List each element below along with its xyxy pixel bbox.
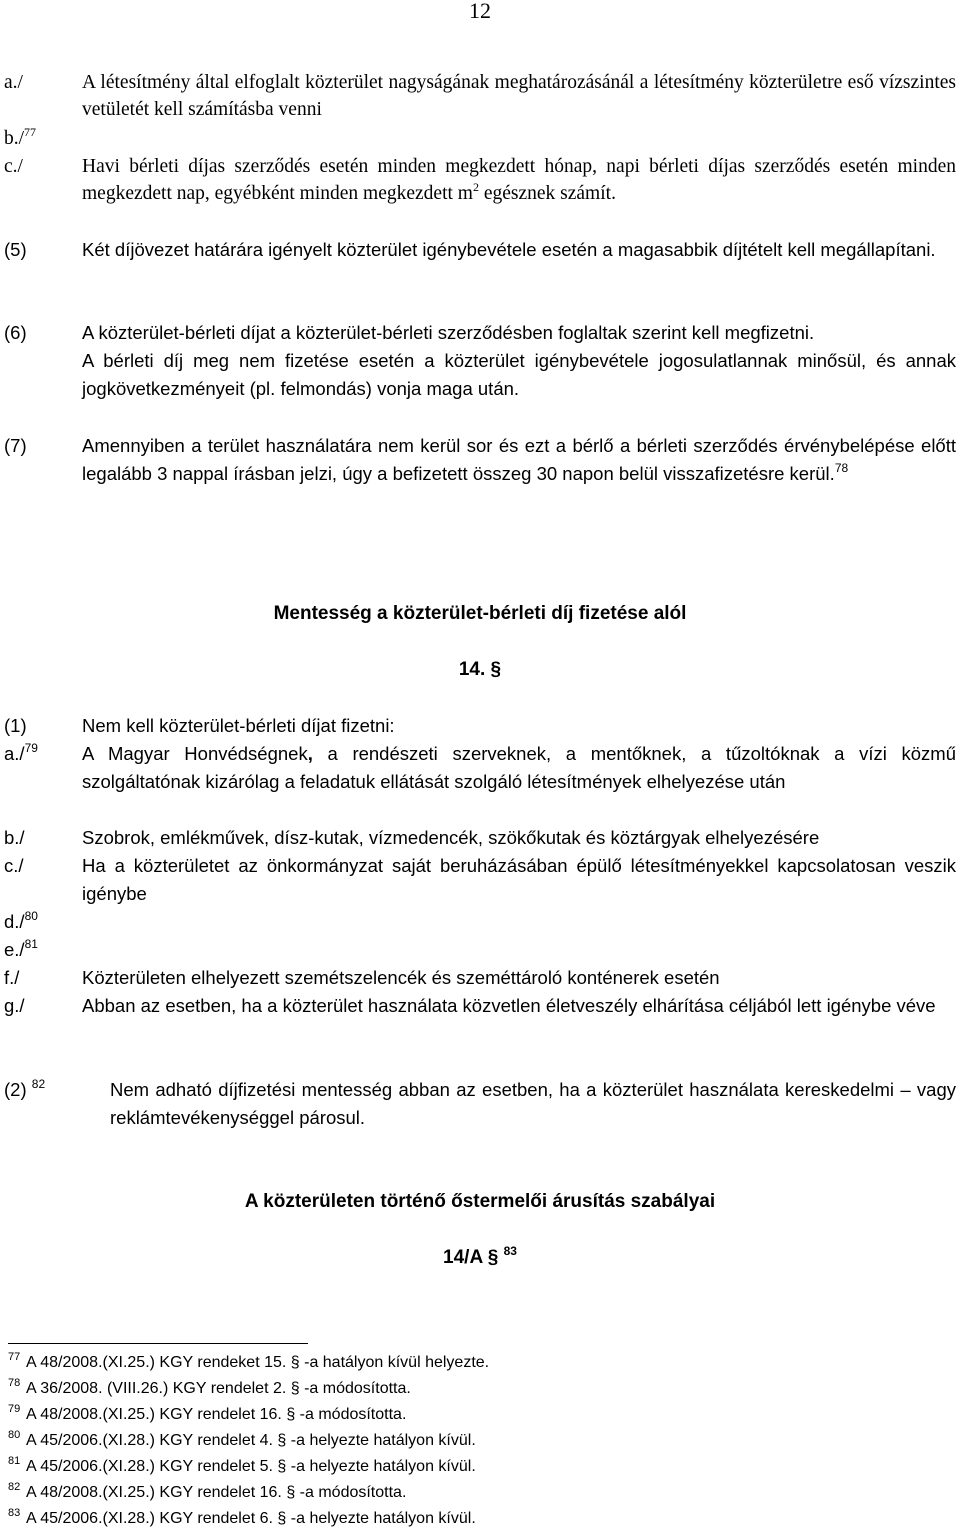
exemption-c-text: Ha a közterületet az önkormányzat saját beruházásában épülő létesítményekkel kapcsolatosan veszik igénybe: [82, 855, 956, 904]
footnote-text: A 48/2008.(XI.25.) KGY rendeket 15. § -a hatályon kívül helyezte.: [26, 1354, 490, 1371]
item-b-label: b./$^{77}$: [4, 125, 37, 149]
footnote-ref-83[interactable]: 83: [503, 1244, 517, 1258]
section-number: 14. §: [458, 659, 502, 680]
exemption-d-label: d./$^{80}$: [4, 909, 38, 932]
footnote-text: A 36/2008. (VIII.26.) KGY rendelet 2. § -a módosította.: [26, 1380, 411, 1397]
subsection-1-text: Nem kell közterület-bérleti díjat fizetni:: [82, 715, 395, 736]
para-6-line-2: A bérleti díj meg nem fizetése esetén a közterület igénybevétele jogosulatlannak minősül, és annak jogkövetkezményeit (pl. felmondás) vonja maga után.: [82, 350, 956, 399]
exemption-b-label: b./: [4, 827, 25, 848]
footnote-text: A 48/2008.(XI.25.) KGY rendelet 16. § -a módosította.: [26, 1406, 407, 1423]
section-2-number: 14/A § $^{83}$: [443, 1244, 517, 1268]
exemption-e-label: e./$^{81}$: [4, 937, 38, 960]
superscript-2: 2: [472, 180, 479, 194]
footnote-79: $^{79}$ A 48/2008.(XI.25.) KGY rendelet 16. § -a módosította.: [8, 1403, 407, 1423]
para-5-text: Két díjövezet határára igényelt közterület igénybevétele esetén a magasabbik díjtételt kell megállapítani.: [82, 239, 936, 260]
footnote-83: $^{83}$ A 45/2006.(XI.28.) KGY rendelet 6. § -a helyezte hatályon kívül.: [8, 1507, 476, 1527]
exemption-b-text: Szobrok, emlékművek, dísz-kutak, vízmedencék, szökőkutak és köztárgyak elhelyezésére: [82, 827, 820, 848]
footnote-77: $^{77}$ A 48/2008.(XI.25.) KGY rendeket 15. § -a hatályon kívül helyezte.: [8, 1351, 490, 1371]
exemption-f-text: Közterületen elhelyezett szemétszelencék és szeméttároló konténerek esetén: [82, 967, 720, 988]
subsection-2-text: Nem adható díjfizetési mentesség abban az esetben, ha a közterület használata kereskedelmi – vagy reklámtevékenységgel párosul.: [110, 1079, 956, 1128]
footnote-82: $^{82}$ A 48/2008.(XI.25.) KGY rendelet 16. § -a módosította.: [8, 1481, 407, 1501]
para-7-text: Amennyiben a terület használatára nem kerül sor és ezt a bérlő a bérleti szerződés érvénybelépése előtt legalább 3 nappal írásban jelzi, úgy a befizetett összeg 30 napon belül visszafizetésre kerül.$^{78}$: [82, 435, 956, 484]
footnote-ref-81[interactable]: 81: [24, 937, 38, 951]
footnote-ref-80[interactable]: 80: [24, 909, 38, 923]
item-c-text: Havi bérleti díjas szerződés esetén minden megkezdett hónap, napi bérleti díjas szerződés esetén minden megkezdett nap, egyébként minden megkezdett $m^2$ egésznek számít.: [82, 156, 956, 204]
footnote-separator: [8, 1343, 308, 1344]
footnote-text: A 48/2008.(XI.25.) KGY rendelet 16. § -a módosította.: [26, 1484, 407, 1501]
section-2-title: A közterületen történő őstermelői árusítás szabályai: [244, 1191, 716, 1212]
item-c-label: c./: [4, 156, 23, 177]
exemption-a-text: A Magyar Honvédségnek, a rendészeti szerveknek, a mentőknek, a tűzoltóknak a vízi közmű szolgáltatónak kizárólag a feladatuk ellátását szolgáló létesítmények elhelyezése után: [82, 743, 956, 792]
exemption-g-label: g./: [4, 995, 25, 1016]
footnote-ref-82[interactable]: 82: [31, 1077, 46, 1091]
footnote-ref-78[interactable]: 78: [834, 461, 849, 475]
footnote-80: $^{80}$ A 45/2006.(XI.28.) KGY rendelet 4. § -a helyezte hatályon kívül.: [8, 1429, 476, 1449]
footnote-text: A 45/2006.(XI.28.) KGY rendelet 6. § -a helyezte hatályon kívül.: [26, 1510, 476, 1527]
footnote-text: A 45/2006.(XI.28.) KGY rendelet 4. § -a helyezte hatályon kívül.: [26, 1432, 476, 1449]
para-5-label: (5): [4, 239, 27, 260]
exemption-a-label: a./$^{79}$: [4, 741, 38, 764]
item-a-text: A létesítmény által elfoglalt közterület nagyságának meghatározásánál a létesítmény közterületre eső vízszintes vetületét kell számításba venni: [82, 72, 956, 120]
para-6-line-1: A közterület-bérleti díjat a közterület-bérleti szerződésben foglaltak szerint kell megfizetni.: [82, 322, 815, 343]
item-a-label: a./: [4, 72, 23, 93]
exemption-f-label: f./: [4, 967, 20, 988]
para-7-label: (7): [4, 435, 27, 456]
para-6-label: (6): [4, 322, 27, 343]
footnote-ref-79[interactable]: 79: [24, 741, 38, 755]
exemption-c-label: c./: [4, 855, 24, 876]
footnote-text: A 45/2006.(XI.28.) KGY rendelet 5. § -a helyezte hatályon kívül.: [26, 1458, 476, 1475]
page-number: 12: [469, 0, 491, 23]
exemption-g-text: Abban az esetben, ha a közterület használata közvetlen életveszély elhárítása céljából lett igénybe véve: [82, 995, 936, 1016]
footnote-ref-77[interactable]: 77: [24, 125, 37, 139]
subsection-2-label: (2) $^{82}$: [4, 1077, 46, 1100]
footnote-81: $^{81}$ A 45/2006.(XI.28.) KGY rendelet 5. § -a helyezte hatályon kívül.: [8, 1455, 476, 1475]
section-title: Mentesség a közterület-bérleti díj fizetése alól: [273, 603, 687, 624]
footnote-78: $^{78}$ A 36/2008. (VIII.26.) KGY rendelet 2. § -a módosította.: [8, 1377, 411, 1397]
subsection-1-label: (1): [4, 715, 27, 736]
